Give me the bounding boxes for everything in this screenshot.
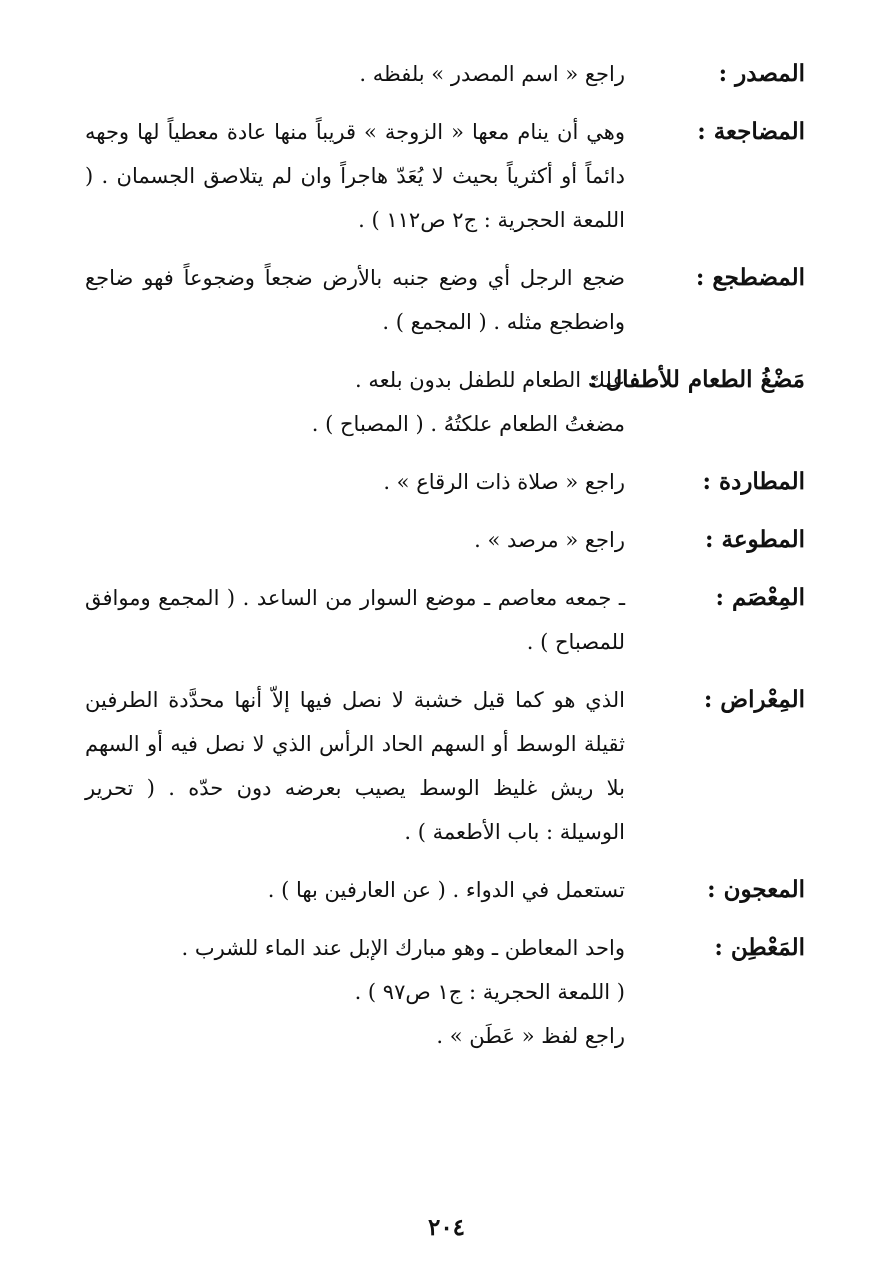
entry-term: المضطجع : xyxy=(695,264,805,291)
entry-definition xyxy=(85,868,625,912)
entry-definition xyxy=(85,678,625,854)
entry-term: المطوعة : xyxy=(705,526,805,553)
definition-line: وهي أن ينام معها « الزوجة » قريباً منها عادة معطياً لها وجهه دائماً أو أكثرياً بحيث لا يُعَدّ هاجراً وان لم يتلاصق الجسمان . ( اللمعة الحجرية : ج٢ ص١١٢ ) . xyxy=(85,120,625,232)
definition-line: راجع « مرصد » . xyxy=(474,528,625,552)
entry-term: المصدر : xyxy=(718,60,805,87)
definition-line: مضغتُ الطعام علكتُهُ . ( المصباح ) . xyxy=(311,412,625,436)
entry-term: المِعْصَم : xyxy=(715,584,805,611)
entry-matin xyxy=(85,926,805,1058)
entry-term: مَضْغُ الطعام للأطفال : xyxy=(588,366,805,393)
entry-term: المضاجعة : xyxy=(697,118,805,145)
definition-line: ضجع الرجل أي وضع جنبه بالأرض ضجعاً وضجوعاً فهو ضاجع واضطجع مثله . ( المجمع ) . xyxy=(85,266,625,334)
definition-line: علك الطعام للطفل بدون بلعه . xyxy=(355,368,625,392)
entry-definition xyxy=(85,460,625,504)
entry-misam xyxy=(85,576,805,664)
entry-mudtaji xyxy=(85,256,805,344)
definition-line: ـ جمعه معاصم ـ موضع السوار من الساعد . ( المجمع وموافق للمصباح ) . xyxy=(85,586,625,654)
entry-miraad xyxy=(85,678,805,854)
definition-line: راجع « اسم المصدر » بلفظه . xyxy=(359,62,625,86)
entry-mudajaa xyxy=(85,110,805,242)
definition-line: الذي هو كما قيل خشبة لا نصل فيها إلاّ أنها محدَّدة الطرفين ثقيلة الوسط أو السهم الحاد الرأس الذي لا نصل فيه أو السهم بلا ريش غليظ الوسط يصيب بعرضه دون حدّه . ( تحرير الوسيلة : باب الأطعمة ) . xyxy=(85,688,625,844)
entry-mutarada xyxy=(85,460,805,504)
entry-majoon xyxy=(85,868,805,912)
definition-line: تستعمل في الدواء . ( عن العارفين بها ) . xyxy=(267,878,625,902)
entry-definition xyxy=(85,926,625,1058)
entry-term: المعجون : xyxy=(707,876,805,903)
entry-definition xyxy=(85,518,625,562)
entry-madgh xyxy=(85,358,805,446)
entry-definition xyxy=(85,52,625,96)
entry-mutawwia xyxy=(85,518,805,562)
entry-definition xyxy=(85,110,625,242)
entry-term: المطاردة : xyxy=(702,468,805,495)
entry-definition xyxy=(85,576,625,664)
dictionary-page xyxy=(85,52,805,1072)
entry-term: المَعْطِن : xyxy=(714,934,805,961)
page-number: ٢٠٤ xyxy=(427,1214,466,1241)
definition-line: راجع لفظ « عَطَن » . xyxy=(436,1024,625,1048)
entry-term: المِعْراض : xyxy=(703,686,805,713)
entry-definition xyxy=(85,358,625,446)
definition-line: ( اللمعة الحجرية : ج١ ص٩٧ ) . xyxy=(354,980,625,1004)
entry-masdar xyxy=(85,52,805,96)
entry-definition xyxy=(85,256,625,344)
definition-line: واحد المعاطن ـ وهو مبارك الإبل عند الماء للشرب . xyxy=(181,936,625,960)
definition-line: راجع « صلاة ذات الرقاع » . xyxy=(383,470,625,494)
